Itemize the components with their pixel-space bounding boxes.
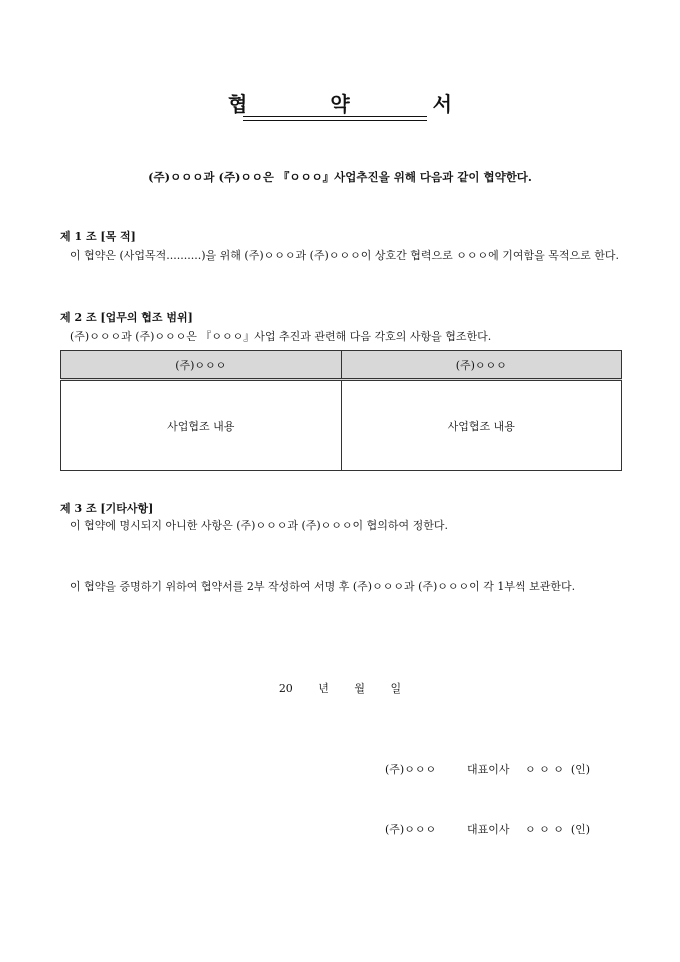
signature-line xyxy=(385,761,590,777)
table-row xyxy=(61,380,622,471)
signature-name: ㅇ ㅇ ㅇ xyxy=(525,763,564,776)
closing-statement: 이 협약을 증명하기 위하여 협약서를 2부 작성하여 서명 후 (주)ㅇㅇㅇ과 (주)ㅇㅇㅇ이 각 1부씩 보관한다. xyxy=(70,580,576,593)
table-cell-left: 사업협조 내용 xyxy=(61,380,342,471)
article-2-heading: 제 2 조 [업무의 협조 범위] xyxy=(60,311,193,324)
table-cell-right: 사업협조 내용 xyxy=(341,380,622,471)
table-header-left: (주)ㅇㅇㅇ xyxy=(61,351,342,380)
signature-company: (주)ㅇㅇㅇ xyxy=(385,763,437,776)
agreement-date: 20 년 월 일 xyxy=(278,682,402,695)
signature-company: (주)ㅇㅇㅇ xyxy=(385,823,437,836)
article-1-body: 이 협약은 (사업목적..........)을 위해 (주)ㅇㅇㅇ과 (주)ㅇㅇㅇ이 상호간 협력으로 ㅇㅇㅇ에 기여함을 목적으로 한다. xyxy=(70,249,619,262)
signature-line xyxy=(385,821,590,837)
signature-title: 대표이사 xyxy=(467,823,510,836)
table-header-right: (주)ㅇㅇㅇ xyxy=(341,351,622,380)
document-title: 협 약 서 xyxy=(228,92,490,116)
signature-seal: (인) xyxy=(570,823,591,836)
article-3-heading: 제 3 조 [기타사항] xyxy=(60,502,154,515)
intro-statement: (주)ㅇㅇㅇ과 (주)ㅇㅇ은 『ㅇㅇㅇ』사업추진을 위해 다음과 같이 협약한다. xyxy=(148,170,532,184)
signature-seal: (인) xyxy=(570,763,591,776)
table-header-row xyxy=(61,351,622,380)
signature-title: 대표이사 xyxy=(467,763,510,776)
title-underline-2 xyxy=(243,120,427,121)
cooperation-table xyxy=(60,350,622,471)
signature-name: ㅇ ㅇ ㅇ xyxy=(525,823,564,836)
article-1-heading: 제 1 조 [목 적] xyxy=(60,230,136,243)
article-2-body: (주)ㅇㅇㅇ과 (주)ㅇㅇㅇ은 『ㅇㅇㅇ』사업 추진과 관련해 다음 각호의 사항을 협조한다. xyxy=(70,330,492,343)
article-3-body: 이 협약에 명시되지 아니한 사항은 (주)ㅇㅇㅇ과 (주)ㅇㅇㅇ이 협의하여 정한다. xyxy=(70,519,449,532)
